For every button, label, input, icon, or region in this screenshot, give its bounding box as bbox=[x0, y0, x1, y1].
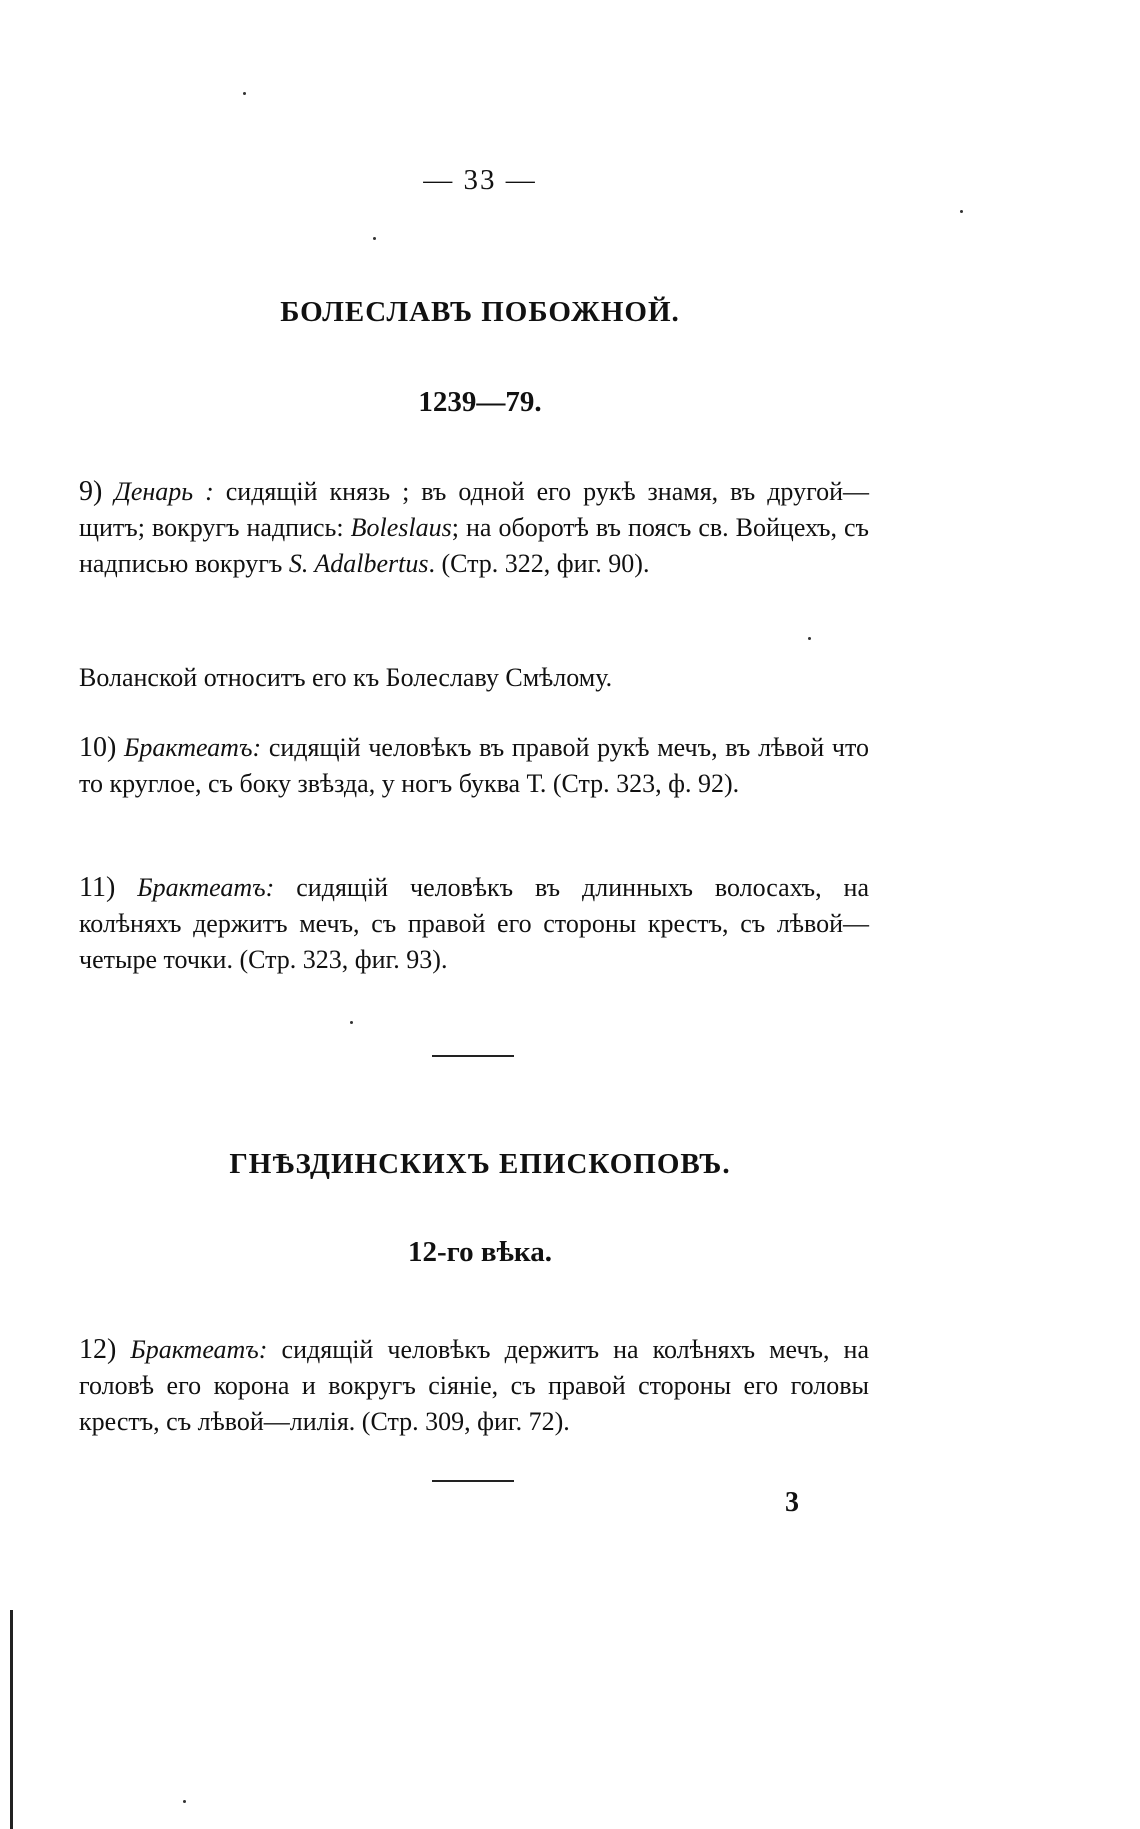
signature-mark: 3 bbox=[785, 1487, 799, 1518]
scan-speck bbox=[808, 637, 811, 640]
entry-number: 11) bbox=[79, 872, 116, 903]
entry-label: Брактеатъ: bbox=[124, 733, 262, 762]
entry-11 bbox=[79, 870, 869, 978]
entry-label: Денарь : bbox=[114, 477, 214, 506]
section-years: 1239—79. bbox=[418, 386, 542, 418]
entry-number: 9) bbox=[79, 476, 103, 507]
entry-text: сидящій князь ; въ одной его рукѣ знамя, въ другой—щитъ; вокругъ надпись: bbox=[79, 477, 870, 542]
scan-speck bbox=[183, 1800, 186, 1803]
entry-10 bbox=[79, 730, 869, 802]
scan-speck bbox=[350, 1021, 353, 1024]
latin-inscription: S. Adalbertus bbox=[288, 549, 429, 578]
entry-12 bbox=[79, 1332, 869, 1440]
section-century: 12-го вѣка. bbox=[408, 1236, 552, 1268]
entry-text: сидящій человѣкъ въ длинныхъ волосахъ, на колѣняхъ держитъ мечъ, съ правой его стороны крестъ, съ лѣвой—четыре точки. (Стр. 323, фиг. 93). bbox=[79, 873, 869, 974]
section-title-boleslaus: БОЛЕСЛАВЪ ПОБОЖНОЙ. bbox=[280, 296, 680, 328]
scan-speck bbox=[373, 237, 376, 240]
entry-text: ; на оборотѣ въ поясъ св. Войцехъ, съ надписью вокругъ bbox=[79, 513, 869, 578]
scan-speck bbox=[243, 92, 246, 95]
scan-edge-line bbox=[10, 1610, 13, 1829]
entry-label: Брактеатъ: bbox=[137, 873, 275, 902]
entry-label: Брактеатъ: bbox=[130, 1335, 268, 1364]
entry-text: . (Стр. 322, фиг. 90). bbox=[428, 549, 650, 578]
entry-9 bbox=[79, 474, 869, 582]
scan-speck bbox=[960, 210, 963, 213]
latin-inscription: Boleslaus bbox=[350, 513, 452, 542]
end-divider bbox=[432, 1480, 514, 1482]
section-divider bbox=[432, 1055, 514, 1057]
attribution-note: Воланской относитъ его къ Болеславу Смѣлому. bbox=[79, 663, 613, 692]
section-title-gniezno: ГНѢЗДИНСКИХЪ ЕПИСКОПОВЪ. bbox=[229, 1148, 731, 1180]
entry-number: 10) bbox=[79, 732, 117, 763]
page-number: — 33 — bbox=[423, 164, 537, 196]
entry-number: 12) bbox=[79, 1334, 117, 1365]
entry-text: сидящій человѣкъ въ правой рукѣ мечъ, въ лѣвой что то круглое, съ боку звѣзда, у ногъ буква Т. (Стр. 323, ф. 92). bbox=[79, 733, 869, 798]
entry-text: сидящій человѣкъ держитъ на колѣняхъ мечъ, на головѣ его корона и вокругъ сіяніе, съ правой стороны его головы крестъ, съ лѣвой—лилія. (Стр. 309, фиг. 72). bbox=[79, 1335, 869, 1436]
